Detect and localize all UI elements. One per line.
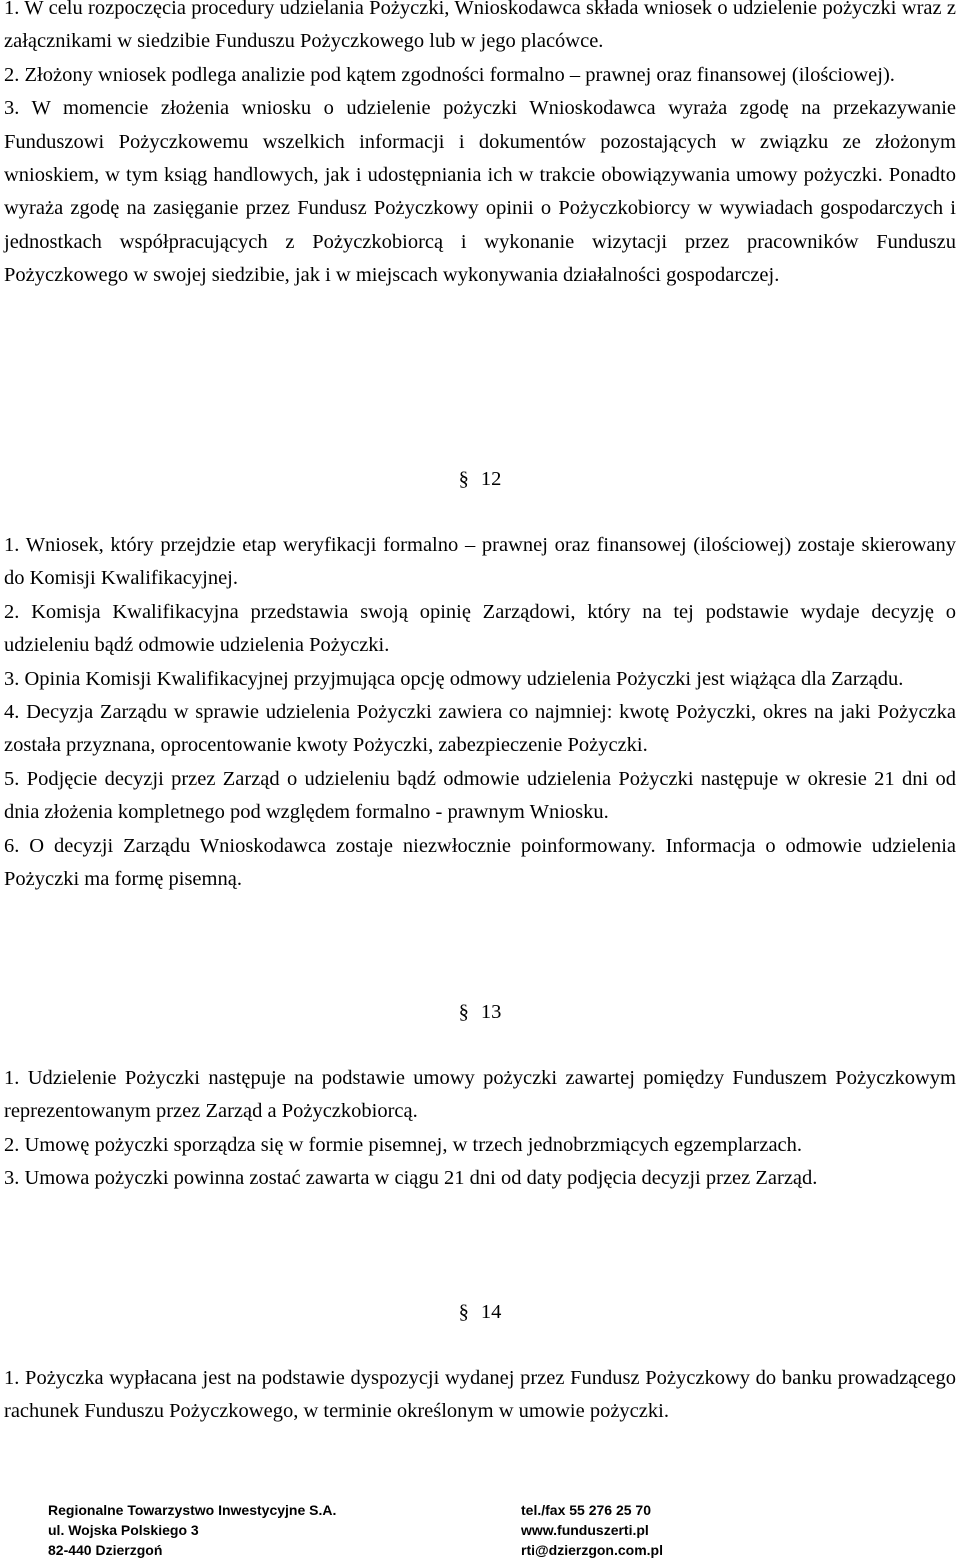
section-number: 14: [480, 1301, 502, 1323]
paragraph: 2. Umowę pożyczki sporządza się w formie pisemnej, w trzech jednobrzmiących egzemplarzach.: [4, 1133, 803, 1156]
paragraph-group-c: [4, 1062, 956, 1196]
section-number: 13: [480, 1001, 502, 1023]
section-symbol: §: [458, 1301, 469, 1323]
paragraph: 6. O decyzji Zarządu Wnioskodawca zostaje niezwłocznie poinformowany. Informacja o odmowie udzielenia Pożyczki ma formę pisemną.: [4, 834, 956, 891]
section-heading-13: [4, 996, 956, 1029]
footer-company-address: [48, 1500, 336, 1560]
paragraph: 1. Wniosek, który przejdzie etap weryfikacji formalno – prawnej oraz finansowej (ilościowej) zostaje skierowany do Komisji Kwalifikacyjnej.: [4, 534, 956, 590]
website-link[interactable]: www.funduszerti.pl: [521, 1522, 649, 1538]
street-address: ul. Wojska Polskiego 3: [48, 1522, 199, 1538]
footer-contact: [521, 1500, 663, 1560]
paragraph: 3. Umowa pożyczki powinna zostać zawarta w ciągu 21 dni od daty podjęcia decyzji przez Zarząd.: [4, 1167, 818, 1190]
paragraph: 5. Podjęcie decyzji przez Zarząd o udzieleniu bądź odmowie udzielenia Pożyczki następuje w okresie 21 dni od dnia złożenia kompletnego pod względem formalno - prawnym Wniosku.: [4, 767, 956, 824]
paragraph: 1. Pożyczka wypłacana jest na podstawie dyspozycji wydanej przez Fundusz Pożyczkowy do banku prowadzącego rachunek Funduszu Pożyczkowego, w terminie określonym w umowie pożyczki.: [4, 1367, 956, 1423]
section-number: 12: [480, 468, 502, 490]
paragraph: 2. Komisja Kwalifikacyjna przedstawia swoją opinię Zarządowi, który na tej podstawie wydaje decyzję o udzieleniu bądź odmowie udzielenia Pożyczki.: [4, 600, 956, 657]
email-link[interactable]: rti@dzierzgon.com.pl: [521, 1542, 663, 1558]
paragraph-group-a: [4, 0, 956, 293]
paragraph: 4. Decyzja Zarządu w sprawie udzielenia Pożyczki zawiera co najmniej: kwotę Pożyczki, okres na jaki Pożyczka została przyznana, oprocentowanie kwoty Pożyczki, zabezpieczenie Pożyczki.: [4, 701, 956, 757]
paragraph: 1. W celu rozpoczęcia procedury udzielania Pożyczki, Wnioskodawca składa wniosek o udzielenie pożyczki wraz z załącznikami w siedzibie Funduszu Pożyczkowego lub w jego placówce.: [4, 0, 956, 53]
paragraph-group-d: [4, 1362, 956, 1429]
paragraph-group-b: [4, 529, 956, 896]
phone-fax: tel./fax 55 276 25 70: [521, 1502, 651, 1518]
page-footer: [0, 1500, 960, 1561]
section-heading-14: [4, 1296, 956, 1329]
section-symbol: §: [458, 1001, 469, 1023]
section-heading-12: [4, 463, 956, 496]
postal-city: 82-440 Dzierzgoń: [48, 1542, 163, 1558]
paragraph: 2. Złożony wniosek podlega analizie pod kątem zgodności formalno – prawnej oraz finansowej (ilościowej).: [4, 63, 895, 86]
paragraph: 1. Udzielenie Pożyczki następuje na podstawie umowy pożyczki zawartej pomiędzy Funduszem Pożyczkowym reprezentowanym przez Zarząd a Pożyczkobiorcą.: [4, 1067, 956, 1123]
section-symbol: §: [458, 468, 469, 490]
company-name: Regionalne Towarzystwo Inwestycyjne S.A.: [48, 1502, 337, 1518]
paragraph: 3. W momencie złożenia wniosku o udzielenie pożyczki Wnioskodawca wyraża zgodę na przekazywanie Funduszowi Pożyczkowemu wszelkich informacji i dokumentów pozostających w związku ze złożonym wnioskiem, w tym ksiąg handlowych, jak i udostępniania ich w trakcie obowiązywania umowy pożyczki. Ponadto wyraża zgodę na zasięganie przez Fundusz Pożyczkowy opinii o Pożyczkobiorcy w wywiadach gospodarczych i jednostkach współpracujących z Pożyczkobiorcą i wykonanie wizytacji przez pracowników Funduszu Pożyczkowego w swojej siedzibie, jak i w miejscach wykonywania działalności gospodarczej.: [4, 97, 956, 287]
paragraph: 3. Opinia Komisji Kwalifikacyjnej przyjmująca opcję odmowy udzielenia Pożyczki jest wiążąca dla Zarządu.: [4, 667, 904, 690]
